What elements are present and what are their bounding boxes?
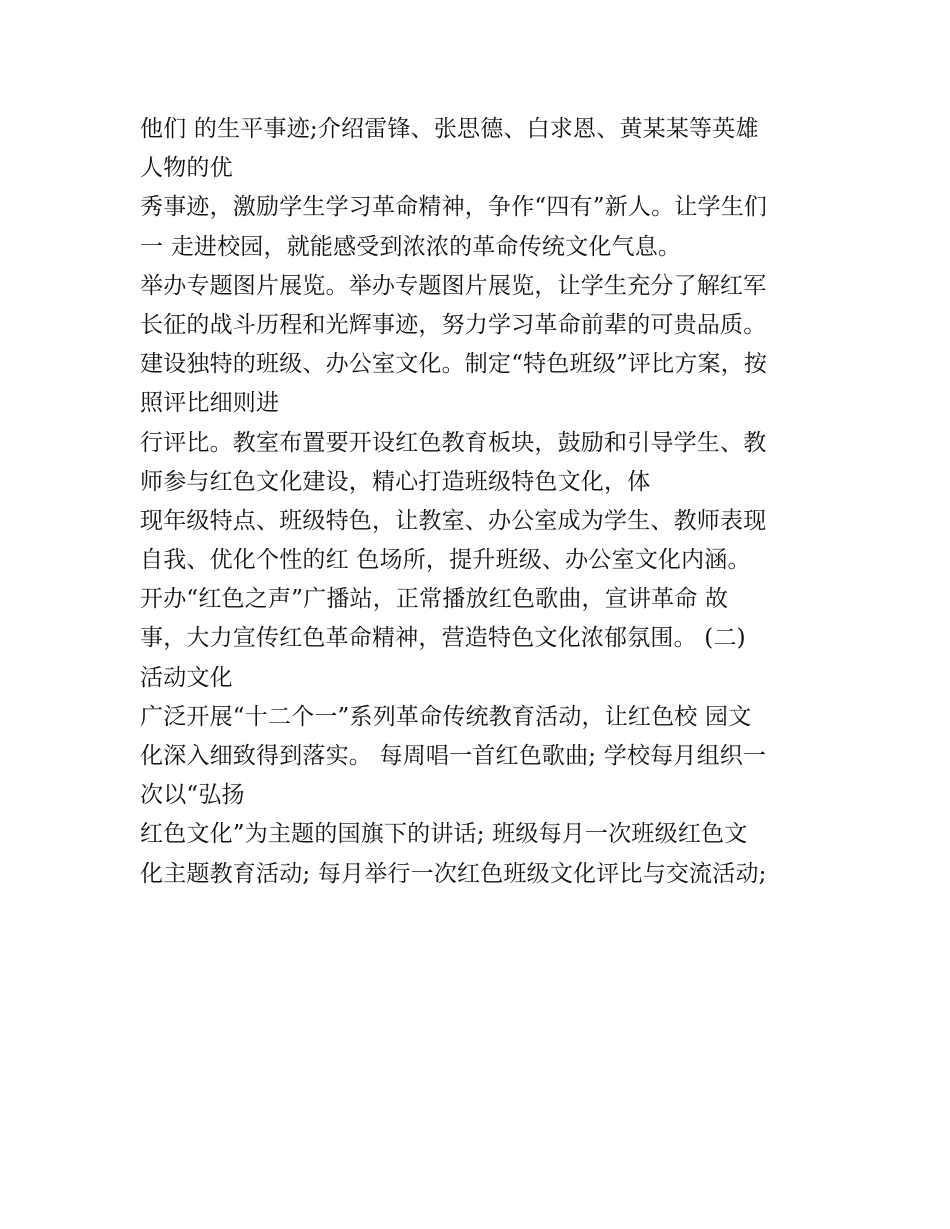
text-line-2: 人物的优 [140, 155, 233, 182]
text-line-12: 自我、优化个性的红 色场所，提升班级、办公室文化内涵。 [140, 547, 751, 574]
text-line-7: 建设独特的班级、办公室文化。制定“特色班级”评比方案，按 [140, 351, 768, 378]
text-line-1: 他们 的生平事迹;介绍雷锋、张思德、白求恩、黄某某等英雄 [140, 116, 759, 142]
document-body [140, 110, 830, 894]
text-line-14: 事，大力宣传红色革命精神，营造特色文化浓郁氛围。 (二) [140, 625, 746, 652]
text-line-19: 红色文化”为主题的国旗下的讲话; 班级每月一次班级红色文 [140, 821, 748, 848]
text-line-17: 化深入细致得到落实。 每周唱一首红色歌曲; 学校每月组织一 [140, 743, 767, 769]
text-line-8: 照评比细则进 [140, 390, 280, 417]
text-line-15: 活动文化 [140, 664, 233, 691]
text-line-18: 次以“弘扬 [140, 782, 245, 809]
text-line-13: 开办“红色之声”广播站，正常播放红色歌曲，宣讲革命 故 [140, 586, 729, 613]
text-line-9: 行评比。教室布置要开设红色教育板块，鼓励和引导学生、教 [140, 429, 767, 456]
text-line-6: 长征的战斗历程和光辉事迹，努力学习革命前辈的可贵品质。 [140, 311, 767, 338]
text-line-3: 秀事迹，激励学生学习革命精神，争作“四有”新人。让学生们 [140, 194, 768, 221]
text-line-16: 广泛开展“十二个一”系列革命传统教育活动，让红色校 园文 [140, 703, 752, 730]
text-line-20: 化主题教育活动; 每月举行一次红色班级文化评比与交流活动; [140, 860, 767, 887]
text-line-4: 一 走进校园，就能感受到浓浓的革命传统文化气息。 [140, 233, 682, 260]
text-line-11: 现年级特点、班级特色，让教室、办公室成为学生、教师表现 [140, 507, 767, 534]
text-line-10: 师参与红色文化建设，精心打造班级特色文化，体 [140, 468, 651, 495]
text-line-5: 举办专题图片展览。举办专题图片展览，让学生充分了解红军 [140, 272, 767, 299]
